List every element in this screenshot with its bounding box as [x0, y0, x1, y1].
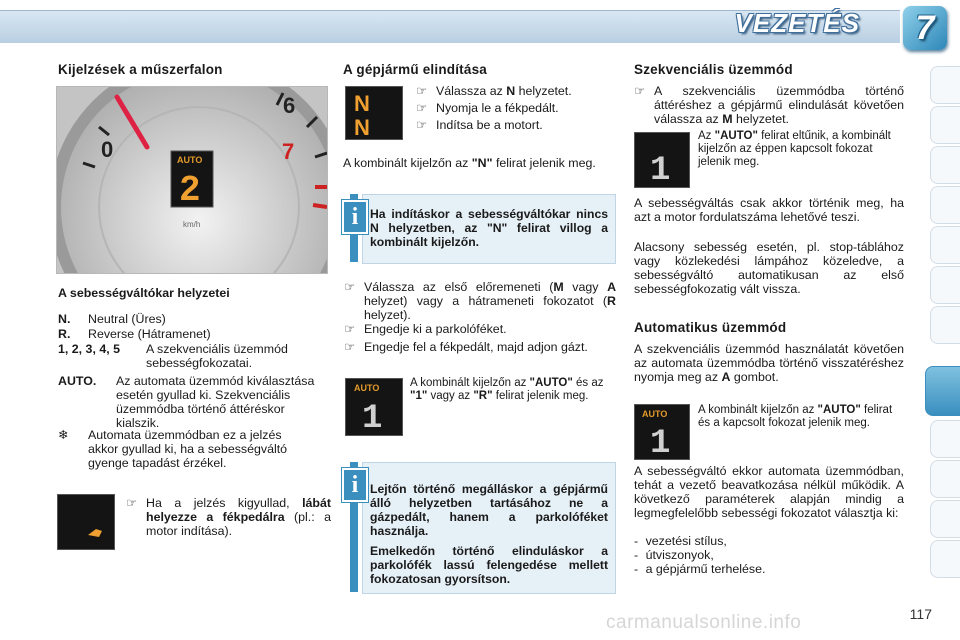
- position-item-snow: ❄ Automata üzemmódban ez a jelzés akkor gyullad ki, ha a sebességváltó gyenge tapadást érzékel.: [58, 428, 288, 470]
- caption-auto-2: A kombinált kijelzőn az "AUTO" felirat és a kapcsolt fokozat jelenik meg.: [698, 404, 893, 429]
- side-tab-5[interactable]: [930, 226, 960, 264]
- para-seq-2: Alacsony sebesség esetén, pl. stop-táblához vagy közlekedési lámpához közeledve, a sebességváltó automatikusan az első sebességfokozatig vált vissza.: [634, 240, 904, 296]
- lcd-image-seq-1: [634, 132, 690, 188]
- gauge-lcd-gear: 2: [179, 170, 201, 211]
- side-tab-active[interactable]: [925, 366, 960, 416]
- svg-text:AUTO: AUTO: [354, 383, 380, 393]
- pointer-icon: ☞: [344, 340, 356, 354]
- side-tab-3[interactable]: [930, 146, 960, 184]
- lcd-image-auto-2: [634, 404, 690, 460]
- info-text-1: Ha indításkor a sebességváltókar nincs N helyzetben, az "N" felirat villog a kombinált kijelzőn.: [370, 207, 608, 249]
- gauge-number-7: 7: [282, 139, 295, 164]
- gauge-lcd-auto: AUTO: [177, 155, 203, 165]
- svg-text:N: N: [354, 115, 370, 139]
- chapter-number: 7: [915, 9, 935, 47]
- list-item: - útviszonyok,: [634, 548, 714, 562]
- list-item: - vezetési stílus,: [634, 534, 727, 548]
- position-item-r: R. Reverse (Hátramenet): [58, 327, 211, 341]
- positions-heading: A sebességváltókar helyzetei: [58, 286, 230, 300]
- step-select-n: ☞ Válassza az N helyzetet.: [416, 84, 572, 98]
- svg-text:1: 1: [362, 400, 383, 435]
- para-n-display: A kombinált kijelzőn az "N" felirat jelenik meg.: [343, 156, 596, 170]
- warning-lamp-image: [57, 494, 115, 550]
- gauge-number-6: 6: [283, 93, 296, 118]
- foot-brake-icon: [88, 529, 102, 537]
- step-release-brake: ☞ Engedje fel a fékpedált, majd adjon gázt.: [344, 340, 588, 354]
- position-item-gears: 1, 2, 3, 4, 5 A szekvenciális üzemmód sebességfokozatai.: [58, 342, 288, 370]
- pointer-icon: ☞: [416, 118, 428, 132]
- lcd-image-n: [345, 86, 403, 140]
- side-tab-7[interactable]: [930, 306, 960, 344]
- pointer-icon: ☞: [416, 101, 428, 115]
- pointer-icon: ☞: [344, 322, 356, 336]
- step-select-gear: ☞ Válassza az első előremeneti (M vagy A helyzet) vagy a hátrameneti fokozatot (R helyzet).: [344, 280, 617, 322]
- caption-auto-1: A kombinált kijelzőn az "AUTO" és az "1" vagy az "R" felirat jelenik meg.: [410, 377, 604, 402]
- step-press-brake: ☞ Nyomja le a fékpedált.: [416, 101, 559, 115]
- gauge-sub-label: km/h: [183, 220, 201, 229]
- gauge-number-0: 0: [101, 137, 114, 162]
- para-auto-2: A sebességváltó ekkor automata üzemmódban, tehát a vezető beavatkozása nélkül működik. A következő paraméterek alapján mindig a legmegfelelőbb sebességi fokozatot választja ki:: [634, 464, 904, 520]
- side-tab-4[interactable]: [930, 186, 960, 224]
- pointer-icon: ☞: [634, 84, 646, 98]
- side-tab-9[interactable]: [930, 420, 960, 458]
- caption-seq: Az "AUTO" felirat eltűnik, a kombinált kijelzőn az éppen kapcsolt fokozat jelenik meg.: [698, 130, 891, 168]
- step-release-parking: ☞ Engedje ki a parkolóféket.: [344, 322, 507, 336]
- svg-text:N: N: [354, 91, 370, 116]
- info-icon: i: [342, 468, 368, 502]
- side-tab-2[interactable]: [930, 106, 960, 144]
- watermark: carmanualsonline.info: [606, 612, 802, 633]
- svg-text:1: 1: [650, 152, 671, 187]
- side-tab-12[interactable]: [930, 540, 960, 578]
- instrument-gauge-image: [56, 86, 328, 274]
- heading-instrument-display: Kijelzések a műszerfalon: [58, 62, 223, 77]
- step-start-engine: ☞ Indítsa be a motort.: [416, 118, 543, 132]
- heading-sequential: Szekvenciális üzemmód: [634, 62, 793, 77]
- para-auto-1: A szekvenciális üzemmód használatát követően az automata üzemmódba történő visszatéréshez nyomja meg az A gombot.: [634, 342, 904, 384]
- svg-text:AUTO: AUTO: [642, 409, 668, 419]
- side-tab-6[interactable]: [930, 266, 960, 304]
- list-item: - a gépjármű terhelése.: [634, 562, 766, 576]
- warning-note: ☞ Ha a jelzés kigyullad, lábát helyezze a fékpedálra (pl.: a motor indítása).: [126, 496, 331, 538]
- position-item-auto: AUTO. Az automata üzemmód kiválasztása esetén gyullad ki. Szekvenciális üzemmódba történő áttéréskor kialszik.: [58, 374, 315, 430]
- para-seq-1: A sebességváltás csak akkor történik meg, ha azt a motor fordulatszáma lehetővé teszi.: [634, 196, 904, 224]
- side-tab-11[interactable]: [930, 500, 960, 538]
- side-tab-1[interactable]: [930, 66, 960, 104]
- heading-automatic: Automatikus üzemmód: [634, 320, 787, 335]
- page-number: 117: [909, 606, 932, 622]
- step-select-m: ☞ A szekvenciális üzemmódba történő áttéréshez a gépjármű elindulását követően válassza az M helyzetet.: [634, 84, 904, 126]
- position-item-n: N. Neutral (Üres): [58, 312, 166, 326]
- snowflake-icon: ❄: [58, 428, 69, 442]
- criteria-list: [634, 534, 904, 576]
- lcd-image-auto-1: [345, 378, 403, 436]
- info-text-2: Lejtőn történő megálláskor a gépjármű álló helyzetben tartásához ne a gázpedált, hanem a parkolóféket használja. Emelkedőn történő elinduláskor a parkolófék lassú felengedése mellett fokozatosan gyorsítson.: [370, 482, 608, 586]
- pointer-icon: ☞: [416, 84, 428, 98]
- svg-text:1: 1: [650, 425, 671, 459]
- pointer-icon: ☞: [344, 280, 356, 294]
- heading-starting: A gépjármű elindítása: [343, 62, 487, 77]
- side-tab-10[interactable]: [930, 460, 960, 498]
- info-icon: i: [342, 200, 368, 234]
- pointer-icon: ☞: [126, 496, 138, 510]
- chapter-title: VEZETÉS: [734, 8, 860, 38]
